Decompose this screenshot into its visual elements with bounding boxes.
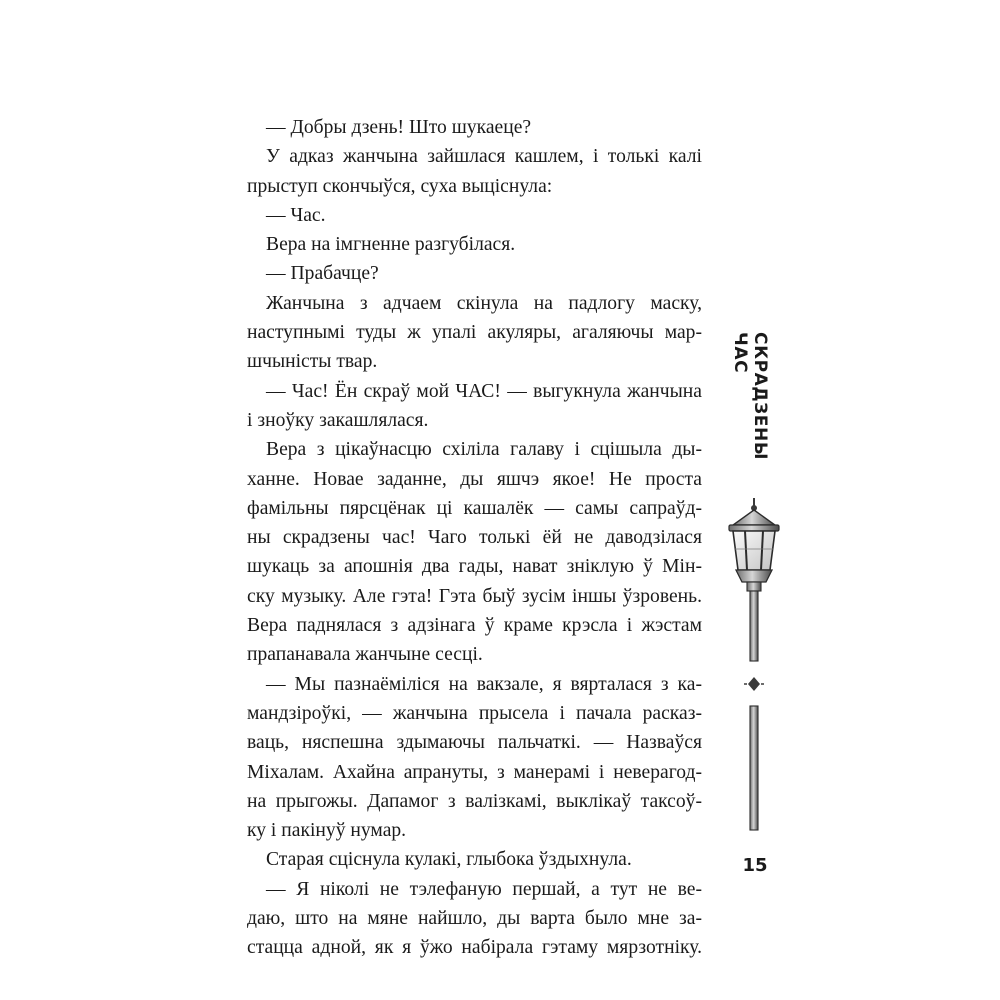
text-line: — Добры дзень! Што шукаеце?: [266, 117, 532, 138]
text-line: Міхалам. Ахайна апрануты, з манерамі і неверагод-: [247, 761, 702, 783]
page-number: 15: [742, 855, 768, 876]
text-line: фамільны пярсцёнак ці кашалёк — самы сапраўд-: [247, 497, 702, 519]
text-line: Вера з цікаўнасцю схіліла галаву і сцішыла ды-: [266, 439, 702, 461]
text-line: прапанавала жанчыне сесці.: [247, 644, 483, 666]
text-line: — Час! Ён скраў мой ЧАС! — выгукнула жанчына: [266, 380, 702, 402]
text-line: на прыгожы. Дапамог з валізкамі, выклікаў таксоў-: [247, 790, 702, 812]
text-line: шукаць за апошнія два гады, нават зніклую ў Мін-: [247, 556, 702, 578]
text-line: ку і пакінуў нумар.: [247, 820, 407, 842]
body-text: [247, 113, 702, 963]
text-line: прыступ скончыўся, суха выціснула:: [247, 175, 553, 197]
street-lamp-icon: [718, 496, 790, 832]
text-line: даю, што на мяне найшло, ды варта было мне за-: [247, 908, 702, 930]
text-line: ны скрадзены час! Чаго толькі ёй не даводзілася: [247, 527, 702, 549]
text-line: Вера на імгненне разгубілася.: [266, 234, 516, 256]
text-line: — Я ніколі не тэлефаную першай, а тут не ве-: [266, 878, 702, 900]
text-line: ваць, няспешна здымаючы пальчаткі. — Назваўся: [247, 732, 702, 754]
text-line: шчыністы твар.: [247, 351, 378, 373]
text-line: Вера паднялася з адзінага ў краме крэсла і жэстам: [247, 615, 702, 637]
text-line: Жанчына з адчаем скінула на падлогу маску,: [266, 292, 702, 314]
text-line: ханне. Новае заданне, ды яшчэ якое! Не проста: [247, 468, 702, 490]
text-line: — Час.: [266, 204, 326, 226]
text-line: і зноўку закашлялася.: [247, 409, 429, 431]
text-line: стацца адной, як я ўжо набірала гэтаму мярзотніку.: [247, 937, 702, 959]
text-line: Старая сціснула кулакі, глыбока ўздыхнула.: [266, 849, 632, 871]
text-line: мандзіроўкі, — жанчына прысела і пачала расказ-: [247, 702, 702, 724]
text-line: У адказ жанчына зайшлася кашлем, і толькі калі: [266, 146, 702, 168]
text-line: ску музыку. Але гэта! Гэта быў зусім іншы ўзровень.: [247, 585, 702, 607]
text-line: — Мы пазнаёміліся на вакзале, я вярталася з ка-: [266, 673, 702, 695]
running-head: СКРАДЗЕНЫ ЧАС: [730, 332, 770, 461]
text-line: наступнымі туды ж упалі акуляры, агаляючы мар-: [247, 322, 702, 344]
text-line: — Прабачце?: [266, 263, 379, 285]
